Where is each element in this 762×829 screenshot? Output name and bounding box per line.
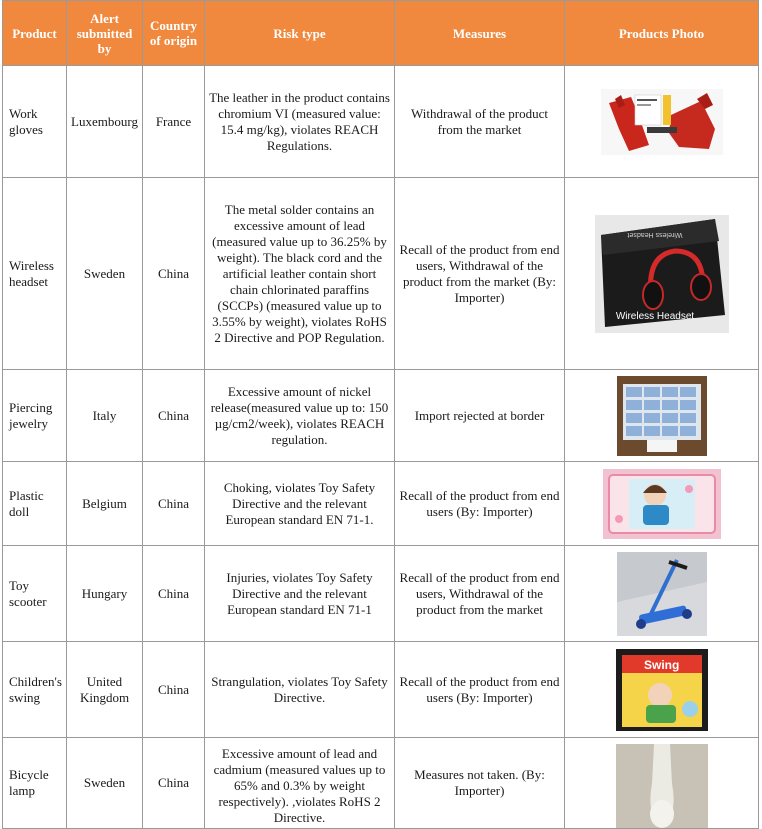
cell-risk: The leather in the product contains chromium VI (measured value: 15.4 mg/kg), violates REACH Regulations.: [205, 66, 395, 178]
swing-photo: [616, 649, 708, 731]
cell-measures: Recall of the product from end users, Withdrawal of the product from the market: [395, 546, 565, 642]
cell-measures: Measures not taken. (By: Importer): [395, 738, 565, 829]
table-row: [3, 370, 759, 462]
gloves-photo: [601, 89, 723, 155]
cell-origin: China: [143, 642, 205, 738]
scooter-photo: [617, 552, 707, 636]
cell-risk: Excessive amount of lead and cadmium (measured values up to 65% and 0.3% by weight respectively). ,violates RoHS 2 Directive.: [205, 738, 395, 829]
cell-measures: Recall of the product from end users (By: Importer): [395, 642, 565, 738]
cell-measures: Import rejected at border: [395, 370, 565, 462]
cell-risk: Excessive amount of nickel release(measured value up to: 150 µg/cm2/week), violates REACH regulation.: [205, 370, 395, 462]
table-row: [3, 462, 759, 546]
header-alert-submitted-by: Alert submitted by: [67, 1, 143, 66]
table-row: [3, 66, 759, 178]
cell-product: Children's swing: [3, 642, 67, 738]
cell-product: Plastic doll: [3, 462, 67, 546]
cell-product: Wireless headset: [3, 178, 67, 370]
header-country-of-origin: Country of origin: [143, 1, 205, 66]
headset-photo: [595, 215, 729, 333]
cell-submitted-by: United Kingdom: [67, 642, 143, 738]
product-alerts-table: [2, 0, 759, 829]
cell-product: Bicycle lamp: [3, 738, 67, 829]
cell-submitted-by: Luxembourg: [67, 66, 143, 178]
cell-origin: France: [143, 66, 205, 178]
table-row: [3, 738, 759, 829]
cell-submitted-by: Sweden: [67, 178, 143, 370]
lamp-photo: [616, 744, 708, 828]
doll-photo: [603, 469, 721, 539]
headset-box-top-text: Wireless Headset: [627, 230, 682, 238]
cell-photo: [565, 66, 759, 178]
cell-photo: [565, 462, 759, 546]
cell-photo: [565, 546, 759, 642]
cell-risk: Strangulation, violates Toy Safety Directive.: [205, 642, 395, 738]
cell-submitted-by: Hungary: [67, 546, 143, 642]
jewelry-photo: [617, 376, 707, 456]
cell-origin: China: [143, 738, 205, 829]
header-products-photo: Products Photo: [565, 1, 759, 66]
cell-measures: Recall of the product from end users (By: Importer): [395, 462, 565, 546]
cell-submitted-by: Belgium: [67, 462, 143, 546]
cell-submitted-by: Sweden: [67, 738, 143, 829]
cell-origin: China: [143, 178, 205, 370]
cell-photo: [565, 178, 759, 370]
cell-risk: Choking, violates Toy Safety Directive and the relevant European standard EN 71-1.: [205, 462, 395, 546]
cell-risk: The metal solder contains an excessive amount of lead (measured value up to 36.25% by weight). The black cord and the artificial leather contain short chain chlorinated paraffins (SCCPs) (measured value up to 3.55% by weight), violates RoHS 2 Directive and POP Regulation.: [205, 178, 395, 370]
cell-photo: [565, 370, 759, 462]
cell-product: Work gloves: [3, 66, 67, 178]
cell-photo: [565, 738, 759, 829]
swing-box-label: Swing: [643, 657, 679, 672]
table-row: [3, 546, 759, 642]
cell-origin: China: [143, 546, 205, 642]
cell-product: Toy scooter: [3, 546, 67, 642]
header-measures: Measures: [395, 1, 565, 66]
cell-risk: Injuries, violates Toy Safety Directive and the relevant European standard EN 71-1: [205, 546, 395, 642]
cell-measures: Recall of the product from end users, Withdrawal of the product from the market (By: Importer): [395, 178, 565, 370]
table-row: [3, 642, 759, 738]
header-product: Product: [3, 1, 67, 66]
cell-measures: Withdrawal of the product from the market: [395, 66, 565, 178]
cell-photo: [565, 642, 759, 738]
headset-box-label: Wireless Headset: [615, 310, 694, 322]
table-header-row: [3, 1, 759, 66]
table-row: [3, 178, 759, 370]
cell-origin: China: [143, 370, 205, 462]
cell-product: Piercing jewelry: [3, 370, 67, 462]
header-risk-type: Risk type: [205, 1, 395, 66]
cell-origin: China: [143, 462, 205, 546]
cell-submitted-by: Italy: [67, 370, 143, 462]
